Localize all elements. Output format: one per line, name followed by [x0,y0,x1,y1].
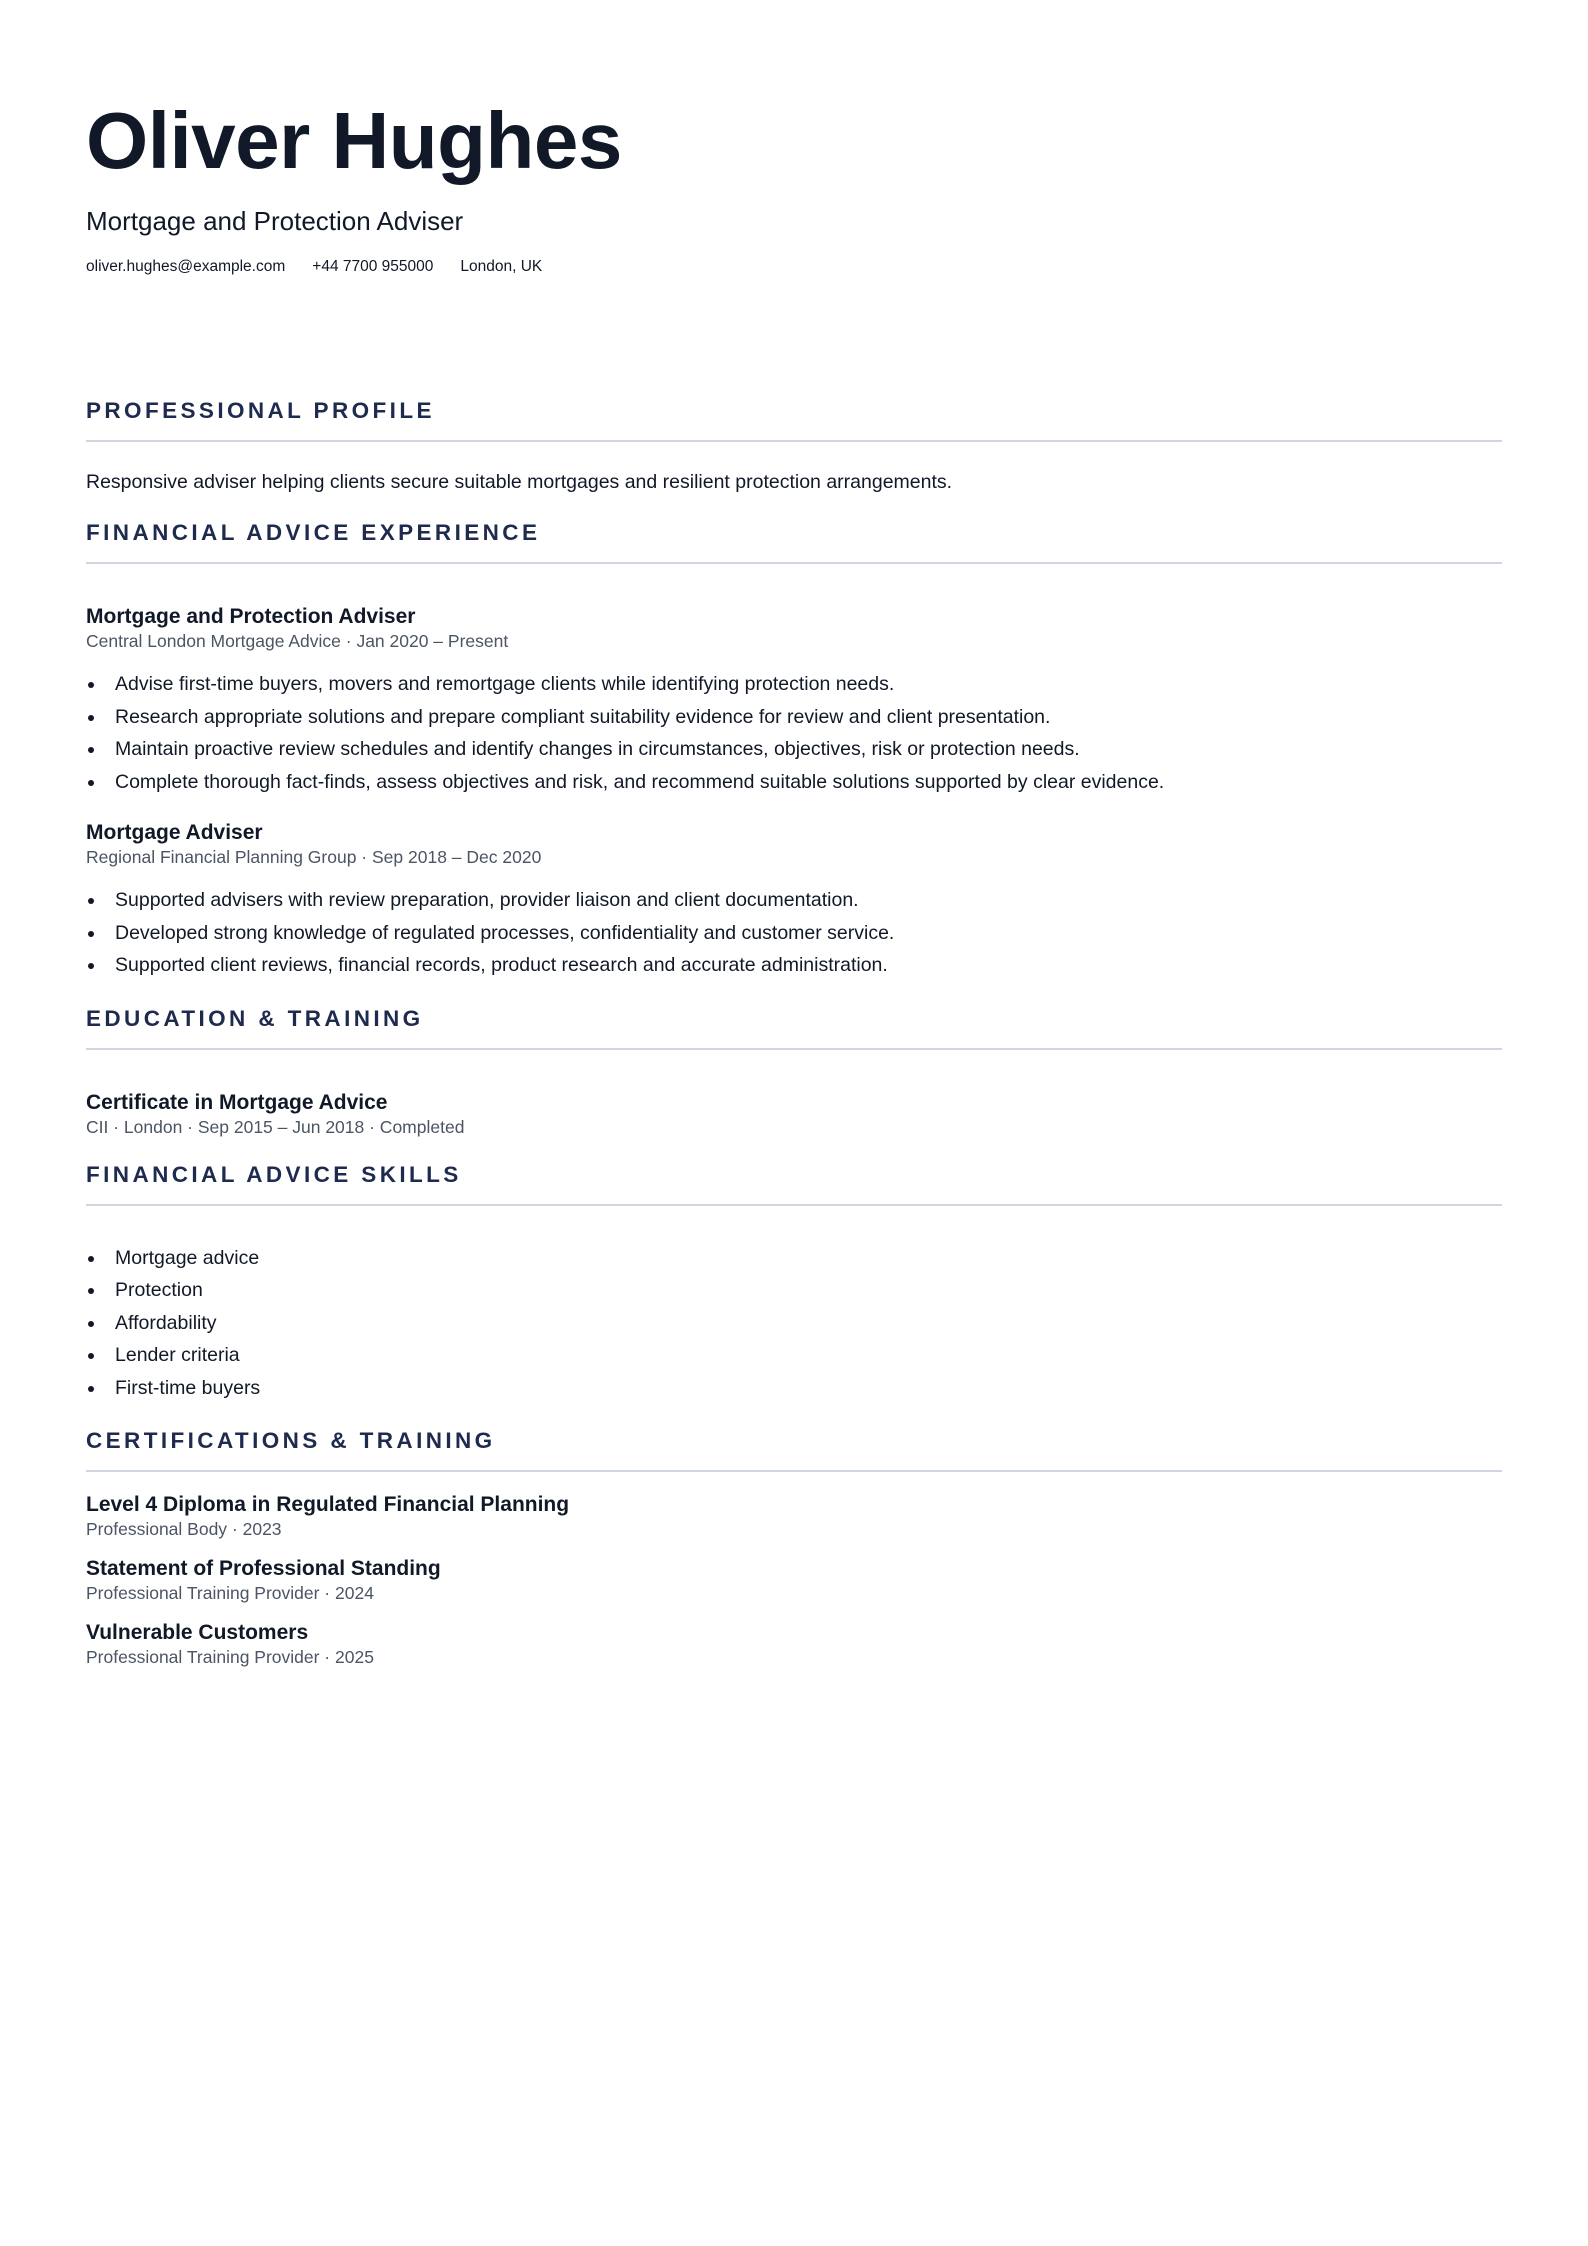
job-bullets [86,884,1502,982]
section-title-certifications: CERTIFICATIONS & TRAINING [86,1428,496,1453]
job-meta: Regional Financial Planning Group · Sep 2018 – Dec 2020 [86,847,542,867]
job-entry [86,604,1502,798]
section-title-profile: PROFESSIONAL PROFILE [86,398,435,423]
contact-info [86,256,1502,278]
section-certifications [86,1426,1502,1668]
education-meta: CII · London · Sep 2015 – Jun 2018 · Completed [86,1116,465,1137]
contact-location: London, UK [460,258,543,275]
section-divider [86,562,1502,564]
section-profile [86,396,1502,496]
resume-header [86,94,1502,278]
job-meta: Central London Mortgage Advice · Jan 2020 – Present [86,631,509,651]
candidate-name: Oliver Hughes [86,96,622,185]
certification-meta: Professional Body · 2023 [86,1519,282,1539]
job-title: Mortgage and Protection Adviser [86,605,416,628]
skill-item: Lender criteria [86,1339,1502,1372]
job-bullet: Supported advisers with review preparation, provider liaison and client documentation. [86,884,1502,917]
skill-item: Mortgage advice [86,1242,1502,1275]
skill-item: Affordability [86,1307,1502,1340]
job-bullet: Developed strong knowledge of regulated processes, confidentiality and customer service. [86,917,1502,950]
certification-entry [86,1620,1502,1668]
section-experience [86,518,1502,982]
education-title: Certificate in Mortgage Advice [86,1090,388,1114]
section-title-skills: FINANCIAL ADVICE SKILLS [86,1161,462,1187]
job-bullet: Supported client reviews, financial records, product research and accurate administration. [86,949,1502,982]
candidate-role: Mortgage and Protection Adviser [86,206,464,236]
certification-meta: Professional Training Provider · 2025 [86,1647,374,1667]
job-bullet: Complete thorough fact-finds, assess objectives and risk, and recommend suitable solutions supported by clear evidence. [86,766,1502,799]
section-divider [86,1470,1502,1472]
job-entry [86,820,1502,982]
section-divider [86,1204,1502,1206]
job-bullet: Maintain proactive review schedules and identify changes in circumstances, objectives, risk or protection needs. [86,733,1502,766]
certification-title: Statement of Professional Standing [86,1557,441,1580]
section-skills [86,1160,1502,1405]
contact-email: oliver.hughes@example.com [86,258,286,275]
section-title-experience: FINANCIAL ADVICE EXPERIENCE [86,520,541,545]
certification-title: Level 4 Diploma in Regulated Financial Planning [86,1493,570,1516]
skill-item: Protection [86,1274,1502,1307]
certification-entry [86,1556,1502,1604]
section-title-education: EDUCATION & TRAINING [86,1005,424,1031]
job-bullet: Advise first-time buyers, movers and remortgage clients while identifying protection needs. [86,668,1502,701]
section-divider [86,440,1502,442]
contact-phone: +44 7700 955000 [312,258,434,275]
skill-item: First-time buyers [86,1372,1502,1405]
job-title: Mortgage Adviser [86,821,263,844]
certification-meta: Professional Training Provider · 2024 [86,1583,374,1603]
certification-entry [86,1492,1502,1540]
certification-title: Vulnerable Customers [86,1621,309,1644]
skills-list [86,1242,1502,1405]
job-bullets [86,668,1502,798]
job-bullet: Research appropriate solutions and prepare compliant suitability evidence for review and client presentation. [86,701,1502,734]
section-education [86,1004,1502,1138]
profile-summary: Responsive adviser helping clients secure suitable mortgages and resilient protection arrangements. [86,471,953,493]
section-divider [86,1048,1502,1050]
education-entry [86,1090,1502,1138]
